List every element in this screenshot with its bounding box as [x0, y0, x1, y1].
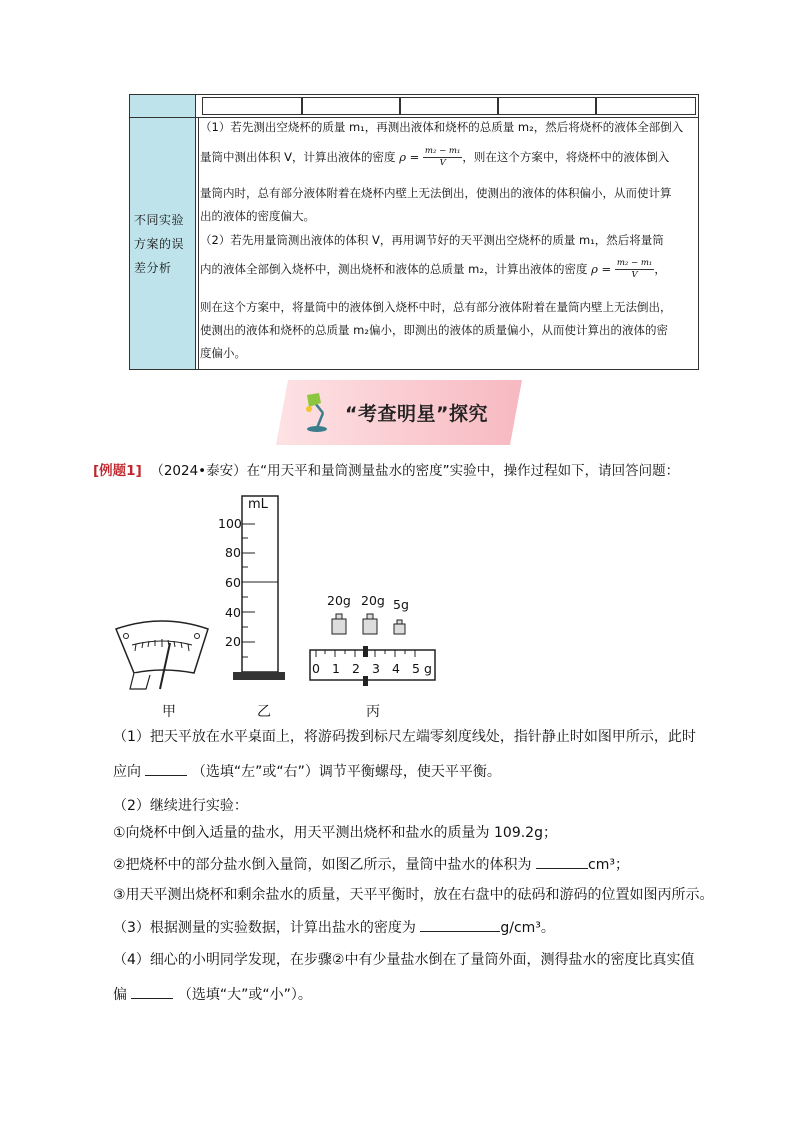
plan2-line3: 则在这个方案中，将量筒中的液体倒入烧杯中时，总有部分液体附着在量筒内壁上无法倒出，: [200, 300, 672, 314]
question-3: （3）根据测量的实验数据，计算出盐水的密度为 g/cm³。: [113, 917, 555, 938]
question-4-line1: （4）细心的小明同学发现，在步骤②中有少量盐水倒在了量筒外面，测得盐水的密度比真实值: [113, 952, 695, 968]
cylinder-tick: 100: [218, 516, 242, 531]
table-empty-cell: [400, 97, 498, 115]
weight-label: 5g: [393, 597, 409, 612]
step-2: ②把烧杯中的部分盐水倒入量筒，如图乙所示，量筒中盐水的体积为 cm³；: [113, 854, 629, 875]
question-1-line1: （1）把天平放在水平桌面上，将游码拨到标尺左端零刻度线处，指针静止时如图甲所示，此时: [113, 729, 696, 745]
balance-pointer-figure: [112, 615, 212, 691]
plan2-line1: （2）若先用量筒测出液体的体积 V，再用调节好的天平测出空烧杯的质量 m₁，然后将量筒: [200, 233, 664, 247]
table-empty-cell: [302, 97, 400, 115]
plan2-line2: 内的液体全部倒入烧杯中，测出烧杯和液体的总质量 m₂，计算出液体的密度 ρ = $\frac{\text{m₂ − m₁}}{V}$ ，: [200, 258, 666, 280]
weight-20g-icon: [332, 614, 346, 634]
rider-icon: [363, 646, 368, 657]
question-4-line2: 偏 （选填“大”或“小”）。: [113, 984, 312, 1005]
question-2: （2）继续进行实验：: [113, 798, 248, 814]
cylinder-tick: 80: [225, 545, 241, 560]
question-1-line2: 应向 （选填“左”或“右”）调节平衡螺母，使天平平衡。: [113, 761, 501, 782]
table-empty-cell: [596, 97, 696, 115]
table-empty-cell: [202, 97, 302, 115]
section-banner: [276, 380, 522, 445]
answer-blank[interactable]: [420, 917, 500, 932]
table-empty-cell: [498, 97, 596, 115]
figure-label-yi: 乙: [257, 704, 271, 720]
answer-blank[interactable]: [536, 854, 588, 869]
weights-figure: [330, 612, 410, 638]
weight-label: 20g: [327, 593, 351, 608]
step-3: ③用天平测出烧杯和剩余盐水的质量，天平平衡时，放在右盘中的砝码和游码的位置如图丙所示。: [113, 887, 714, 903]
density-formula: $\frac{\text{m₂ − m₁}}{V}$: [616, 258, 653, 280]
example-tag: [例题1]: [93, 463, 142, 479]
plan2-line5: 度偏小。: [200, 346, 246, 360]
plan1-line2: 量筒中测出体积 V，计算出液体的密度 ρ = $\frac{\text{m₂ − m₁}}{V}$ ，则在这个方案中，将烧杯中的液体倒入: [200, 146, 670, 168]
table-row-label: 不同实验方案的误差分析: [134, 213, 185, 275]
plan1-line4: 出的液体的密度偏大。: [200, 209, 315, 223]
plan1-line3: 量筒内时，总有部分液体附着在烧杯内壁上无法倒出，使测出的液体的体积偏小，从而使计算: [200, 186, 672, 200]
cylinder-tick: 20: [225, 634, 241, 649]
weight-5g-icon: [394, 620, 405, 634]
desk-lamp-icon: [303, 391, 335, 433]
weight-label: 20g: [361, 593, 385, 608]
weight-20g-icon: [363, 614, 377, 634]
figure-label-jia: 甲: [162, 704, 176, 720]
step-1: ①向烧杯中倒入适量的盐水，用天平测出烧杯和盐水的质量为 109.2g；: [113, 825, 557, 841]
figure-label-bing: 丙: [366, 704, 380, 720]
example-intro: [例题1] （2024•泰安）在“用天平和量筒测量盐水的密度”实验中，操作过程如下，请回答问题：: [93, 463, 680, 479]
cylinder-unit: mL: [248, 497, 268, 512]
cylinder-tick: 60: [225, 575, 241, 590]
answer-blank[interactable]: [131, 984, 173, 999]
cylinder-tick: 40: [225, 605, 241, 620]
banner-title: “考查明星”探究: [345, 403, 488, 425]
answer-blank[interactable]: [145, 761, 187, 776]
plan1-line1: （1）若先测出空烧杯的质量 m₁，再测出液体和烧杯的总质量 m₂，然后将烧杯的液体全部倒入: [200, 120, 684, 134]
plan2-line4: 使测出的液体和烧杯的总质量 m₂偏小，即测出的液体的质量偏小，从而使计算出的液体的密: [200, 323, 668, 337]
density-formula: $\frac{\text{m₂ − m₁}}{V}$: [424, 146, 461, 168]
